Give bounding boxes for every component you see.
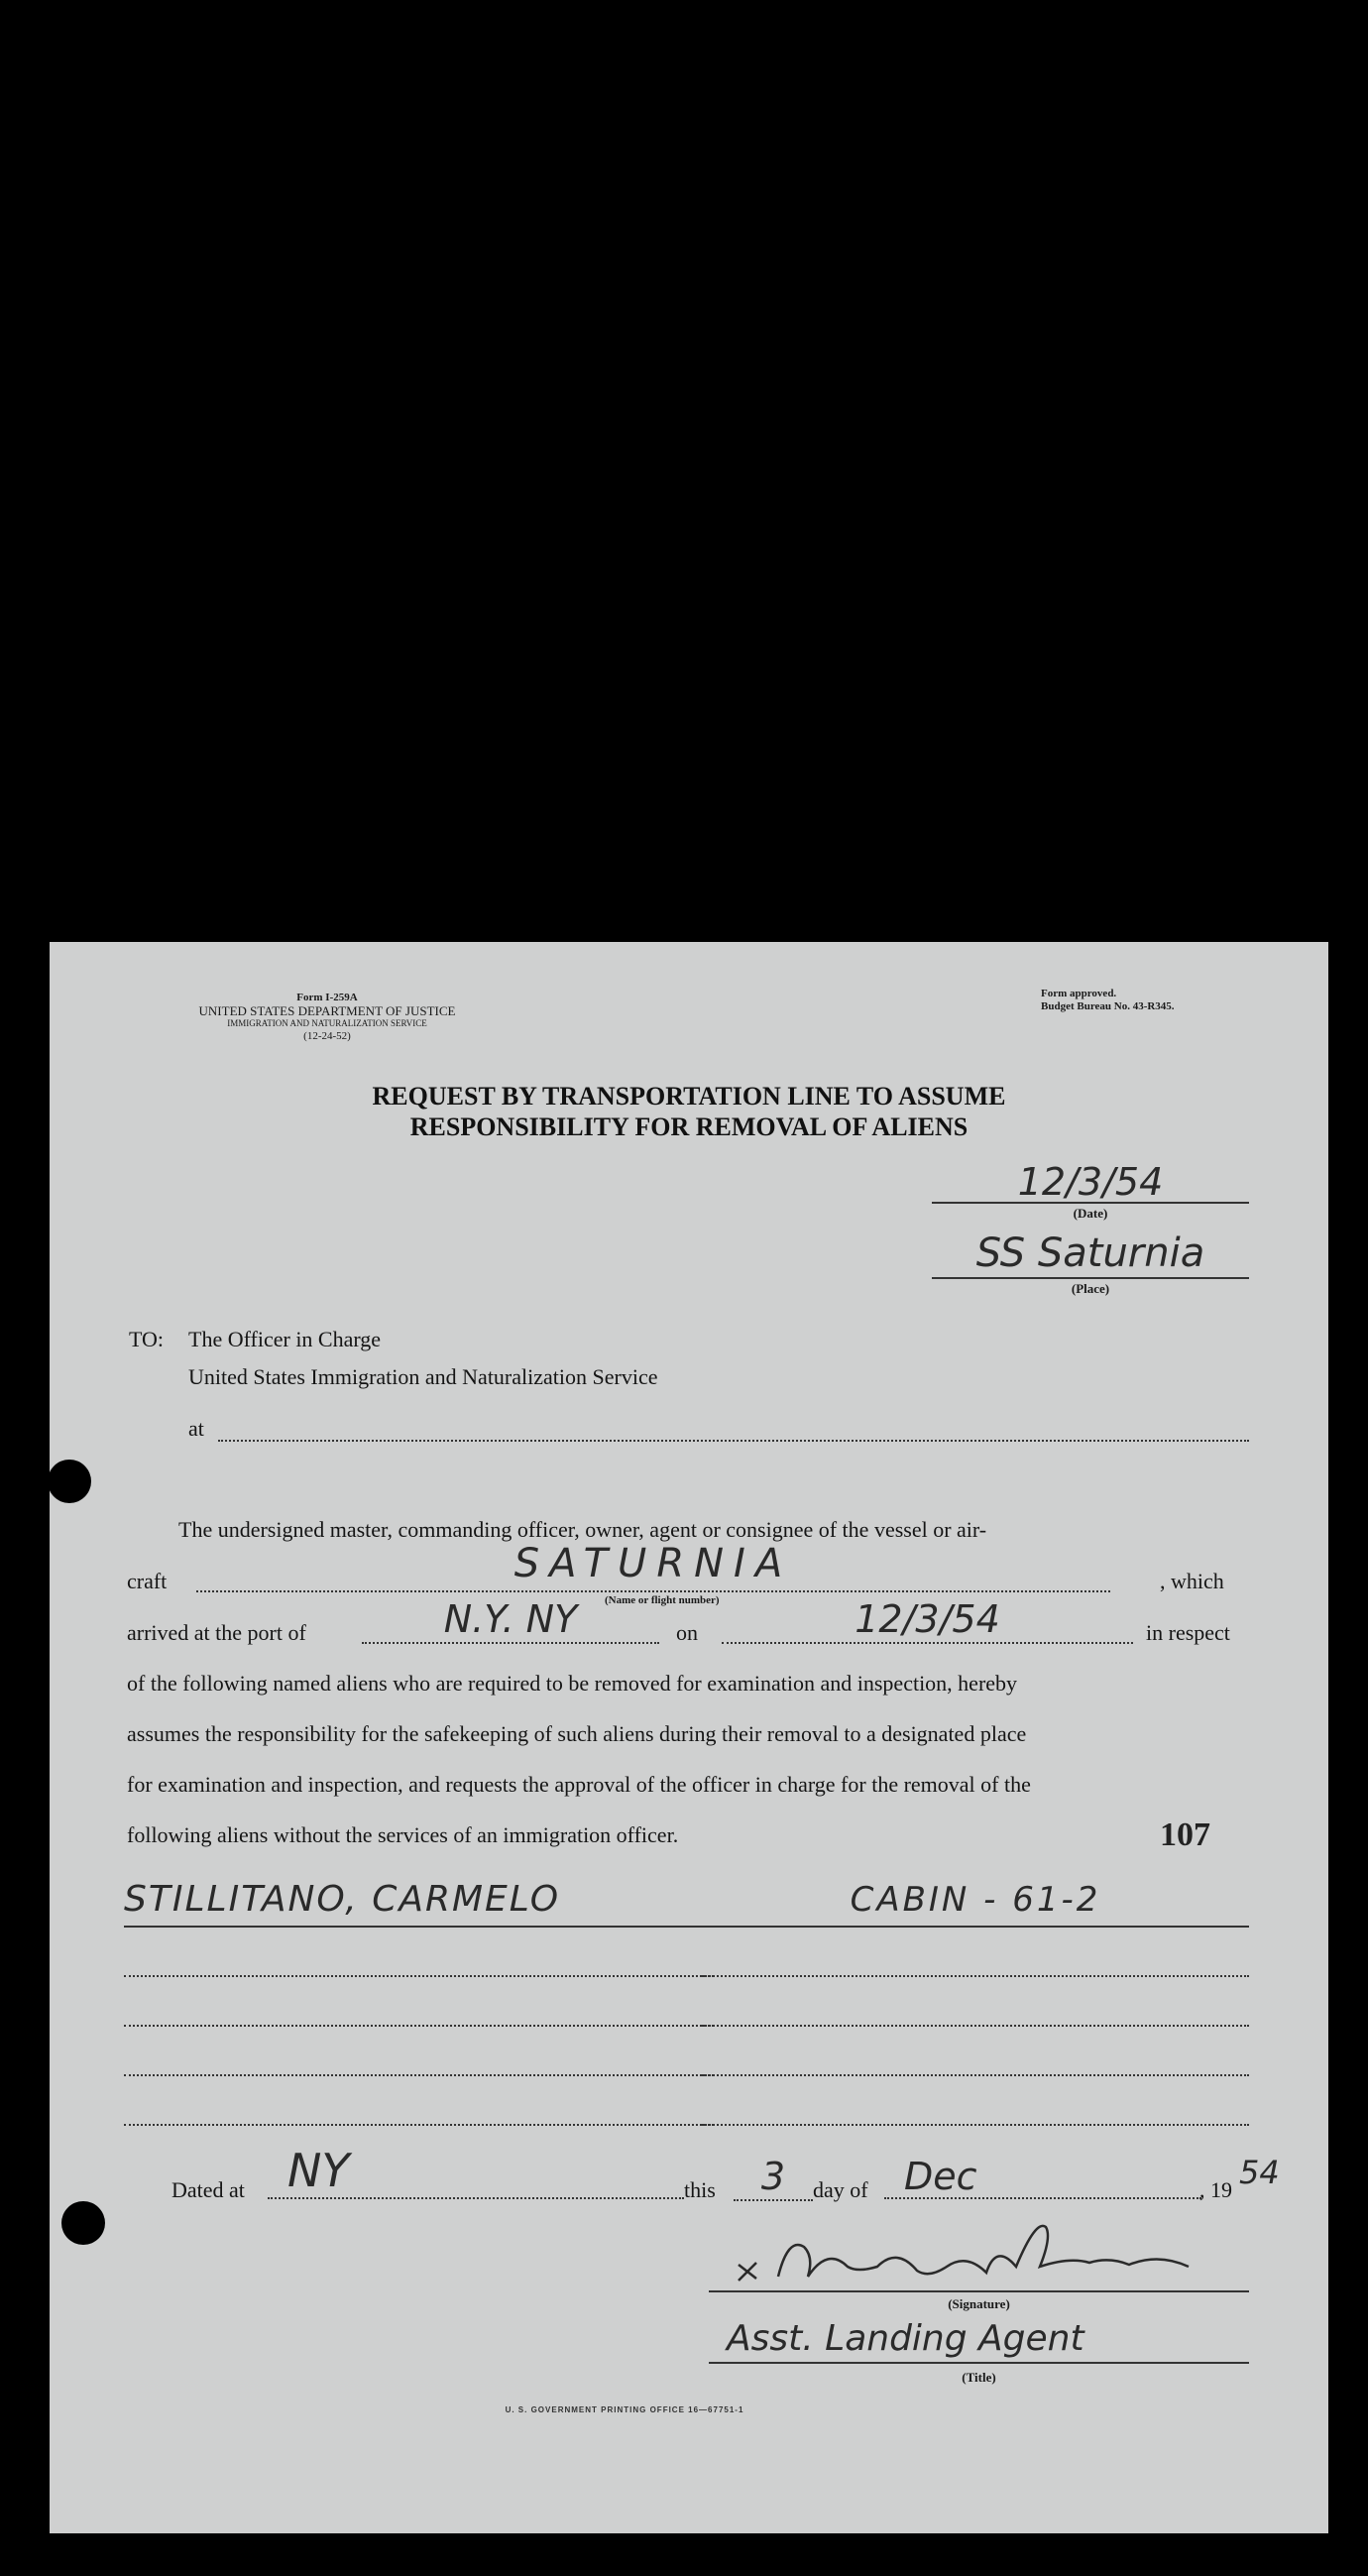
signature-label: (Signature) xyxy=(948,2296,1010,2311)
port-field[interactable] xyxy=(362,1596,659,1644)
place-label: (Place) xyxy=(1071,1281,1110,1296)
date-value: 12/3/54 xyxy=(1017,1160,1164,1204)
alien-name-field[interactable] xyxy=(124,1874,714,1928)
craft-field[interactable] xyxy=(196,1537,1110,1592)
name-or-flight-label: (Name or flight number) xyxy=(605,1594,720,1606)
which-label: , which xyxy=(1160,1569,1224,1593)
alien-detail-line-3[interactable] xyxy=(702,2003,1249,2027)
at-field[interactable] xyxy=(218,1418,1249,1442)
title-line-1: REQUEST BY TRANSPORTATION LINE TO ASSUME xyxy=(372,1082,1006,1111)
month-field[interactable] xyxy=(884,2154,1201,2199)
signature-field[interactable] xyxy=(709,2219,1249,2292)
day-value: 3 xyxy=(760,2155,786,2198)
day-of-label: day of xyxy=(813,2177,868,2202)
form-header-left xyxy=(129,992,525,1043)
alien-detail-line-5[interactable] xyxy=(702,2102,1249,2126)
body-line-1: The undersigned master, commanding officer, owner, agent or consignee of the vessel or air- xyxy=(178,1517,987,1542)
alien-name-line-5[interactable] xyxy=(124,2102,714,2126)
officer-line: The Officer in Charge xyxy=(188,1327,382,1351)
budget-bureau-no: Budget Bureau No. 43-R345. xyxy=(1041,1000,1175,1012)
title-label: (Title) xyxy=(962,2370,996,2385)
body-line-4: assumes the responsibility for the safekeeping of such aliens during their removal to a designated place xyxy=(127,1721,1027,1746)
on-date-field[interactable] xyxy=(722,1596,1133,1644)
form-page xyxy=(50,942,1328,2533)
place-value: SS Saturnia xyxy=(975,1230,1205,1276)
on-date-value: 12/3/54 xyxy=(855,1597,1000,1641)
punch-hole-bottom xyxy=(61,2201,105,2245)
service-name: IMMIGRATION AND NATURALIZATION SERVICE xyxy=(227,1018,427,1028)
year-prefix: , 19 xyxy=(1199,2177,1232,2202)
alien-detail-line-4[interactable] xyxy=(702,2052,1249,2076)
form-title xyxy=(50,1081,1328,1142)
stamp-number: 107 xyxy=(1160,1816,1210,1853)
in-respect-label: in respect xyxy=(1146,1620,1230,1645)
day-field[interactable] xyxy=(734,2154,813,2201)
form-number: Form I-259A xyxy=(296,992,358,1003)
punch-hole-top xyxy=(48,1460,91,1503)
this-label: this xyxy=(684,2177,716,2202)
body-line-3: of the following named aliens who are required to be removed for examination and inspection, hereby xyxy=(127,1671,1018,1696)
dated-at-label: Dated at xyxy=(171,2177,245,2202)
alien-name-line-3[interactable] xyxy=(124,2003,714,2027)
department-name: UNITED STATES DEPARTMENT OF JUSTICE xyxy=(198,1003,456,1018)
form-approved: Form approved. xyxy=(1041,988,1117,999)
body-line-5: for examination and inspection, and requests the approval of the officer in charge for the removal of the xyxy=(127,1772,1031,1797)
title-line-2: RESPONSIBILITY FOR REMOVAL OF ALIENS xyxy=(409,1112,969,1141)
alien-name-value: STILLITANO, CARMELO xyxy=(124,1879,561,1920)
on-label: on xyxy=(676,1620,698,1645)
service-line: United States Immigration and Naturalization Service xyxy=(188,1364,658,1389)
date-label: (Date) xyxy=(1073,1206,1108,1221)
printer-footer: U. S. GOVERNMENT PRINTING OFFICE 16—67751-1 xyxy=(505,2405,744,2414)
dated-at-value: NY xyxy=(287,2144,350,2197)
alien-detail-field[interactable] xyxy=(702,1874,1249,1928)
place-field[interactable] xyxy=(932,1229,1249,1279)
alien-name-line-4[interactable] xyxy=(124,2052,714,2076)
to-label: TO: xyxy=(129,1327,165,1351)
date-field[interactable] xyxy=(932,1162,1249,1204)
arrived-label: arrived at the port of xyxy=(127,1620,306,1645)
dated-at-field[interactable] xyxy=(268,2142,684,2199)
body-line-6: following aliens without the services of an immigration officer. xyxy=(127,1822,679,1847)
title-field[interactable] xyxy=(709,2314,1249,2364)
alien-detail-value: CABIN - 61-2 xyxy=(850,1880,1101,1920)
month-value: Dec xyxy=(904,2155,977,2198)
year-value[interactable]: 54 xyxy=(1239,2154,1280,2191)
craft-label: craft xyxy=(127,1569,168,1593)
form-revision-date: (12-24-52) xyxy=(303,1030,351,1042)
title-value: Asst. Landing Agent xyxy=(727,2318,1084,2359)
form-header-right xyxy=(1041,988,1279,1013)
alien-name-line-2[interactable] xyxy=(124,1953,714,1977)
port-value: N.Y. NY xyxy=(443,1597,578,1641)
craft-value: SATURNIA xyxy=(513,1541,793,1586)
at-label: at xyxy=(188,1416,204,1441)
alien-detail-line-2[interactable] xyxy=(702,1953,1249,1977)
signature-scribble xyxy=(709,2219,1249,2290)
